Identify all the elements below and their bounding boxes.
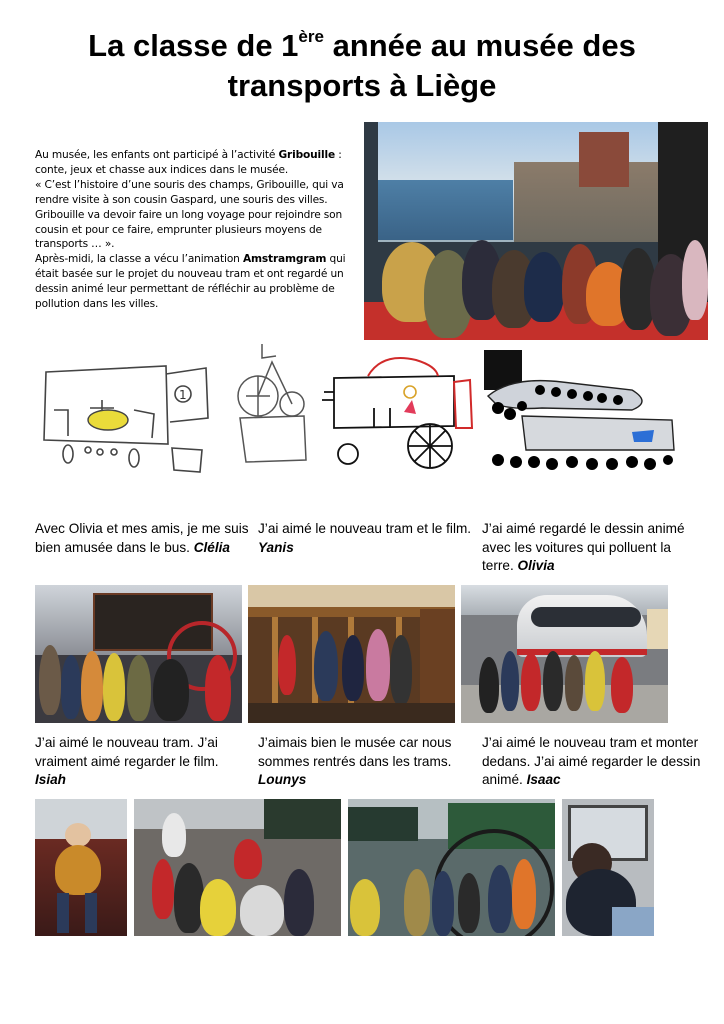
title-line-2: transports à Liège <box>227 68 497 103</box>
caption-olivia: J’ai aimé regardé le dessin animé avec les voitures qui polluent la terre. Olivia <box>482 521 685 573</box>
author-name: Yanis <box>258 539 294 555</box>
caption-isiah: J’ai aimé le nouveau tram. J’ai vraiment aimé regarder le film. Isiah <box>35 735 219 787</box>
caption-isaac: J’ai aimé le nouveau tram et monter dedans. J’ai aimé regarder le dessin animé. Isaac <box>482 735 701 787</box>
tram-drawing <box>320 348 480 480</box>
intro-paragraph-2: « C’est l’histoire d’une souris des champs, Gribouille, qui va rendre visite à son cousin Gaspard, une souris des villes. Gribouille va devoir faire un long voyage pour rejoindre son cousin et pour ce faire, emprunter plusieurs moyens de transports … ». <box>35 178 344 251</box>
caption-lounys: J’aimais bien le musée car nous sommes rentrés dans les trams. Lounys <box>258 735 452 787</box>
title-line-1: La classe de 1ère année au musée des <box>88 27 636 63</box>
page-title <box>20 26 704 106</box>
caption-yanis: J’ai aimé le nouveau tram et le film. Yanis <box>258 521 472 555</box>
author-name: Olivia <box>517 558 555 573</box>
bus-drawing <box>38 352 216 478</box>
intro-text <box>35 148 357 312</box>
author-name: Isaac <box>526 772 561 787</box>
bus-drawing-number: 1 <box>179 388 187 402</box>
author-name: Isiah <box>35 772 66 787</box>
new-tram-photo <box>461 585 668 723</box>
intro-paragraph-1: Au musée, les enfants ont participé à l’activité Gribouille : conte, jeux et chasse aux indices dans le musée. <box>35 149 342 176</box>
train-drawing <box>482 346 684 478</box>
caption-clelia: Avec Olivia et mes amis, je me suis bien amusée dans le bus. Clélia <box>35 521 249 555</box>
class-group-photo <box>364 122 708 340</box>
child-driving-tram-photo <box>562 799 654 936</box>
intro-paragraph-3: Après-midi, la classe a vécu l’animation Amstramgram qui était basée sur le projet du nouveau tram et ont regardé un dessin animé leur permettant de réfléchir au problème de pollution dans les villes. <box>35 253 346 311</box>
child-on-seat-photo <box>35 799 127 936</box>
author-name: Clélia <box>193 539 230 555</box>
old-tram-interior-photo <box>248 585 455 723</box>
bicycle-drawing <box>232 342 312 466</box>
penny-farthing-photo <box>348 799 555 936</box>
carriage-photo <box>35 585 242 723</box>
group-with-guide-photo <box>134 799 341 936</box>
author-name: Lounys <box>258 772 307 787</box>
